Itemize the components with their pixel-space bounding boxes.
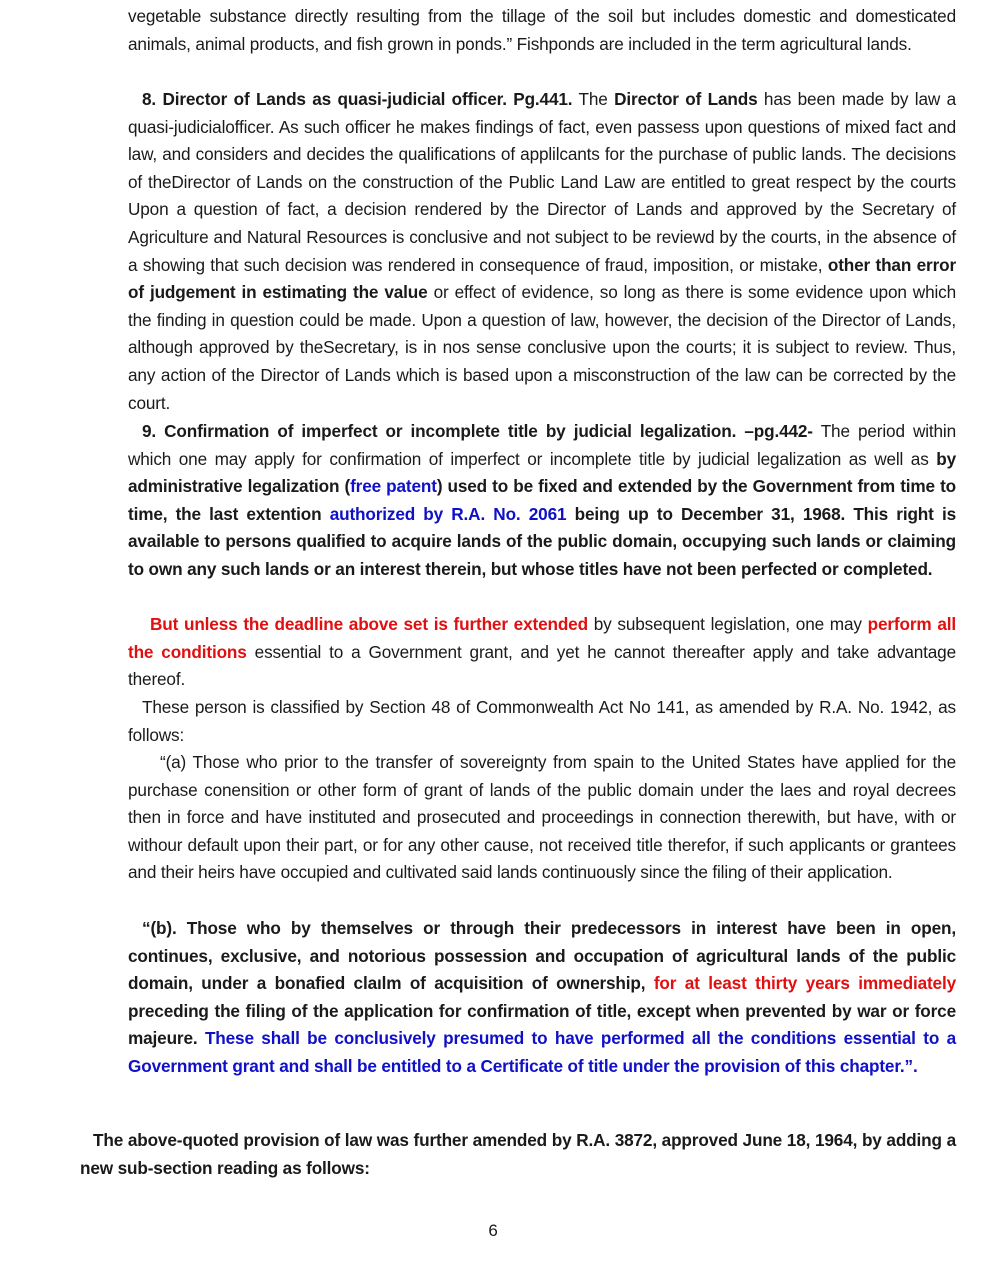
text: by subsequent legislation, one may	[587, 614, 868, 634]
section-9-heading: 9. Confirmation of imperfect or incomplete title by judicial legalization. –pg.442-	[142, 421, 813, 441]
paragraph-classification	[128, 694, 956, 749]
section-8-heading: 8. Director of Lands as quasi-judicial officer. Pg.441.	[142, 89, 573, 109]
text: or effect of evidence, so long as there is some evidence upon which the finding in question could be made. Upon a question of law, however, the decision of the Director of Lands, although approved by theSecretary, is in nos sense conclusive upon the courts; it is subject to review. Thus, any action of the Director of Lands which is based upon a misconstruction of the law can be corrected by the court.	[128, 282, 956, 413]
text: has been made by law a quasi-judicialofficer. As such officer he makes findings of fact, even passess upon questions of mixed fact and law, and considers and decides the qualifications of applilcants for the purchase of public lands. The decisions of theDirector of Lands on the construction of the Public Land Law are entitled to great respect by the courts Upon a question of fact, a decision rendered by the Director of Lands and approved by the Secretary of Agriculture and Natural Resources is conclusive and not subject to be reviewd by the courts, in the absence of a showing that such decision was rendered in consequence of fraud, imposition, or mistake,	[128, 89, 956, 275]
text: The	[572, 89, 615, 109]
paragraph-8	[128, 86, 956, 417]
paragraph-amendment	[80, 1127, 956, 1182]
paragraph-9	[128, 418, 956, 584]
bold-text: The above-quoted provision of law was further amended by R.A. 3872, approved June 18, 1964, by adding a new sub-section reading as follows:	[80, 1130, 956, 1178]
text: essential to a Government grant, and yet he cannot thereafter apply and take advantage thereof.	[128, 641, 956, 690]
paragraph-subsection-b	[128, 915, 956, 1081]
red-highlight: But unless the deadline above set is further extended	[150, 614, 588, 634]
text: “(a) Those who prior to the transfer of sovereignty from spain to the United States have applied for the purchase conensition or other form of grant of lands of the public domain under the laes and royal decrees then in force and have instituted and prosecuted and proceedings in connection therewith, but have, with or withour default upon their part, or for any other cause, not received title therefor, if such applicants or grantees and their heirs have occupied and cultivated said lands continuously since the filing of their application.	[128, 752, 956, 883]
text: The period within which one may apply for confirmation of imperfect or incomplete title by judicial legalization as well as	[128, 421, 957, 469]
blue-highlight: authorized by R.A. No. 2061	[329, 503, 567, 524]
bold-text: being up to December 31, 1968. This right is available to persons qualified to acquire lands of the public domain, occupying such lands or claiming to own any such lands or an interest therein, but whose titles have not been perfected or completed.	[128, 503, 956, 579]
text: vegetable substance directly resulting from the tillage of the soil but includes domestic and domesticated animals, animal products, and fish grown in ponds.” Fishponds are included in the term agricultural lands.	[128, 6, 956, 54]
text: These person is classified by Section 48 of Commonwealth Act No 141, as amended by R.A. No. 1942, as follows:	[128, 697, 956, 745]
red-highlight: perform all the conditions	[128, 614, 956, 662]
bold-text: by administrative legalization (	[128, 448, 956, 497]
paragraph-deadline	[128, 611, 956, 694]
bold-text: “(b). Those who by themselves or through their predecessors in interest have been in open, continues, exclusive, and notorious possession and occupation of agricultural lands of the public domain, under a bonafied claılm of acquisition of ownership,	[128, 918, 956, 994]
bold-text: ) used to be fixed and extended by the Government from time to time, the last extention	[128, 476, 956, 524]
paragraph-subsection-a	[128, 749, 956, 887]
paragraph-continuation	[128, 3, 956, 58]
blue-highlight: free patent	[350, 476, 437, 497]
red-highlight: for at least thirty years immediately	[653, 973, 956, 994]
bold-text: other than error of judgement in estimating the value	[128, 254, 956, 303]
bold-text: Director of Lands	[614, 89, 758, 109]
page-number: 6	[488, 1221, 498, 1240]
bold-text: preceding the filing of the application for confirmation of title, except when prevented by war or force majeure.	[128, 1000, 956, 1049]
blue-highlight: These shall be conclusively presumed to have performed all the conditions essential to a Government grant and shall be entitled to a Certificate of title under the provision of this chapter.”.	[128, 1028, 957, 1076]
